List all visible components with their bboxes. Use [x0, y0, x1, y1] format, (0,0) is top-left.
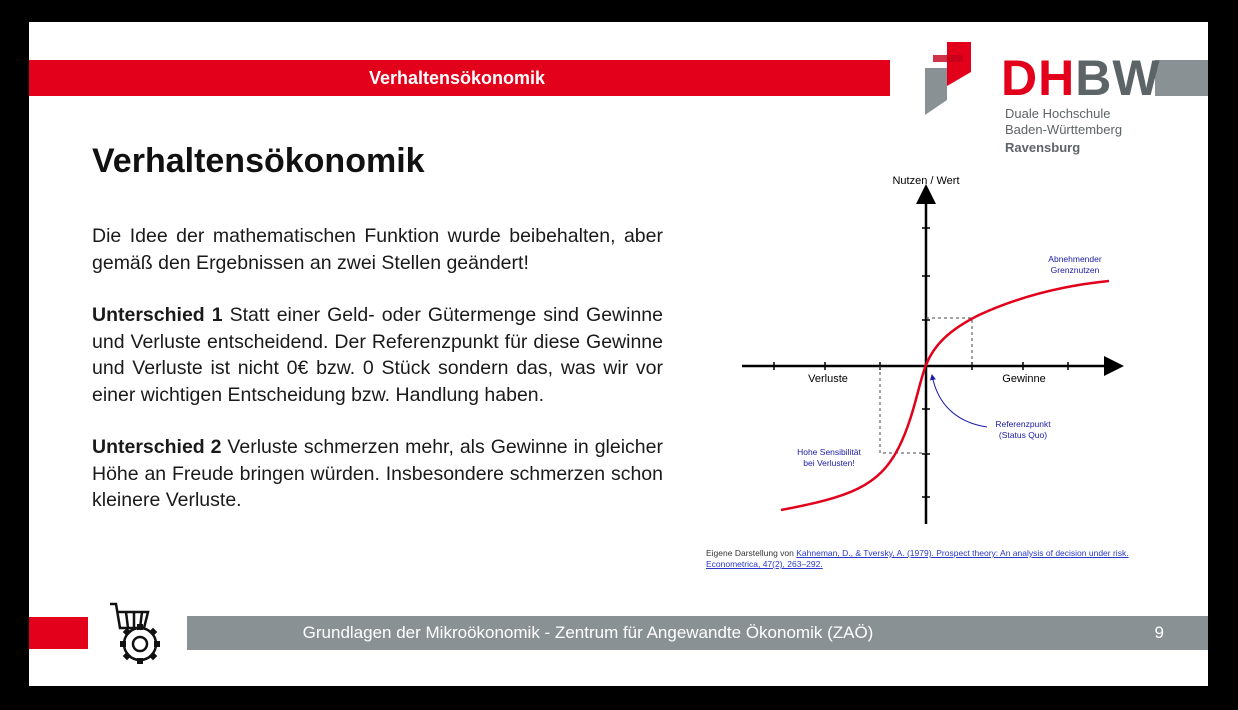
difference-1-paragraph — [92, 302, 663, 408]
header-bar — [29, 60, 890, 96]
x-axis-left-label: Verluste — [808, 373, 848, 385]
difference-1-text: Statt einer Geld- oder Gütermenge sind Gewinne und Verluste entscheidend. Der Referenzpunkt für diese Gewinne und Verluste ist nicht 0€ bzw. 0 Stück sondern das, was wir vor einer wichtigen Entscheidung bzw. Handlung haben. — [92, 304, 663, 406]
prospect-theory-diagram — [729, 167, 1149, 537]
body-text — [92, 223, 663, 540]
footer-text: Grundlagen der Mikroökonomik - Zentrum für Angewandte Ökonomik (ZAÖ) — [302, 623, 874, 642]
annotation-loss-2: bei Verlusten! — [803, 458, 855, 468]
caption-prefix: Eigene Darstellung von — [706, 548, 797, 558]
dhbw-logo — [905, 37, 1161, 162]
logo-line-1: Duale Hochschule — [1005, 106, 1111, 121]
difference-2-text: Verluste schmerzen mehr, als Gewinne in gleicher Höhe an Freude bringen würden. Insbesondere schmerzen schon kleinere Verluste. — [92, 436, 663, 511]
dhbw-emblem-icon — [905, 37, 975, 122]
page-number: 9 — [1154, 623, 1164, 642]
footer-bar — [187, 616, 1208, 650]
slide — [29, 22, 1208, 686]
reference-arrow — [932, 375, 987, 427]
annotation-reference-2: (Status Quo) — [998, 430, 1048, 440]
difference-1-label: Unterschied 1 — [92, 304, 223, 326]
intro-paragraph: Die Idee der mathematischen Funktion wurde beibehalten, aber gemäß den Ergebnissen an zwei Stellen geändert! — [92, 225, 663, 274]
gear-cart-icon — [104, 600, 168, 666]
dhbw-wordmark: DHBW — [1001, 50, 1161, 106]
citation-link[interactable]: Kahneman, D., & Tversky, A. (1979). Prospect theory: An analysis of decision under risk. Econometrica, 47(2), 263–292. — [706, 548, 1129, 569]
annotation-diminishing-2: Grenznutzen — [1050, 265, 1100, 275]
y-axis-label: Nutzen / Wert — [892, 175, 960, 187]
page-title: Verhaltensökonomik — [92, 142, 425, 180]
figure-caption — [706, 548, 1176, 570]
x-axis-right-label: Gewinne — [1002, 373, 1046, 385]
header-accent-bar — [1155, 60, 1208, 96]
logo-campus: Ravensburg — [1005, 140, 1081, 155]
difference-2-label: Unterschied 2 — [92, 436, 222, 458]
value-function-curve — [781, 281, 1109, 510]
logo-line-2: Baden-Württemberg — [1005, 122, 1123, 137]
difference-2-paragraph — [92, 434, 663, 514]
footer-accent-bar — [29, 617, 88, 649]
header-title: Verhaltensökonomik — [368, 68, 546, 88]
annotation-loss-1: Hohe Sensibilität — [797, 447, 861, 457]
annotation-reference-1: Referenzpunkt — [995, 419, 1051, 429]
annotation-diminishing-1: Abnehmender — [1048, 254, 1102, 264]
